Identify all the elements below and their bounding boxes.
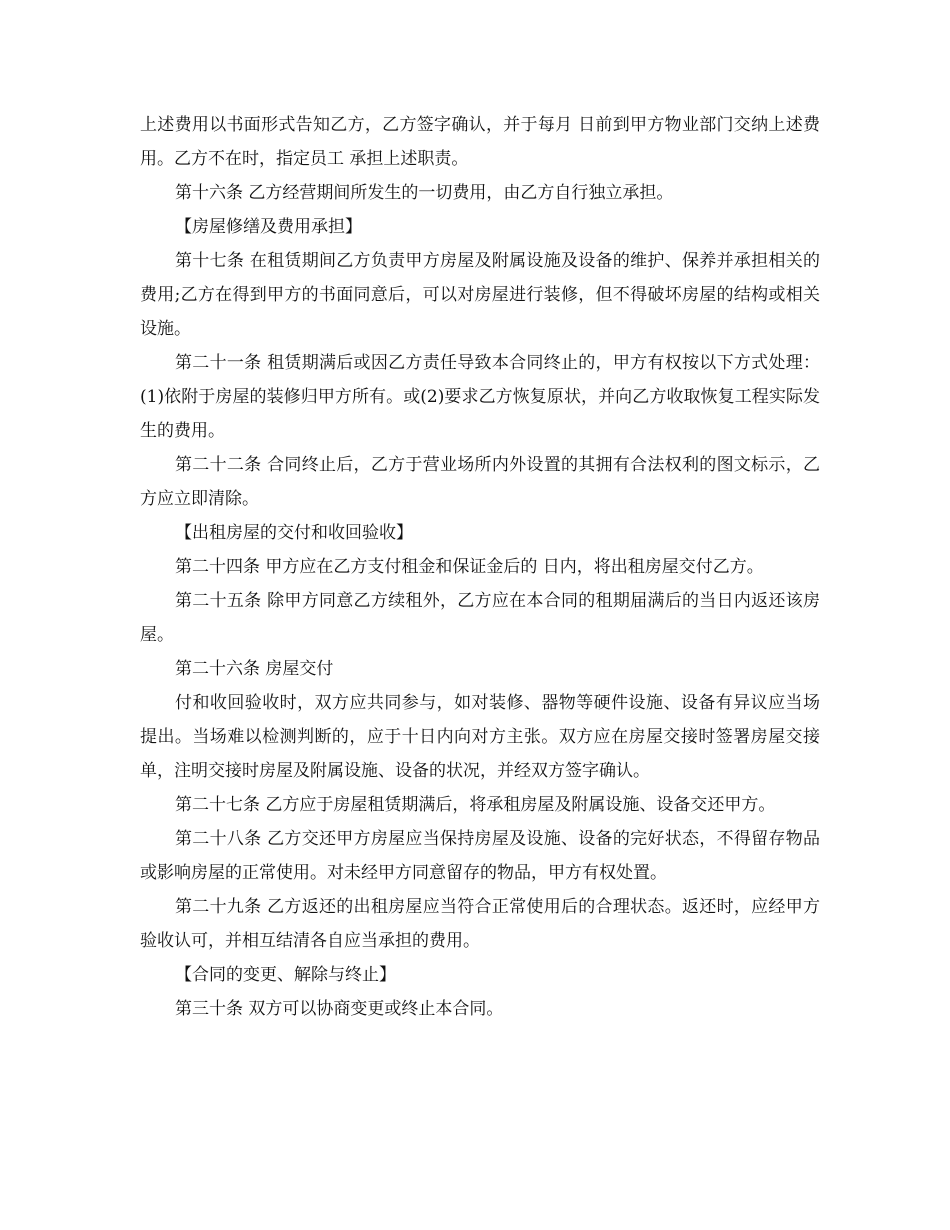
section-heading-termination: 【合同的变更、解除与终止】 [175,965,396,985]
section-heading-repair: 【房屋修缮及费用承担】 [175,217,362,237]
article-29: 第二十九条 乙方返还的出租房屋应当符合正常使用后的合理状态。返还时，应经甲方验收认可，并相互结清各自应当承担的费用。 [140,897,820,951]
article-28: 第二十八条 乙方交还甲方房屋应当保持房屋及设施、设备的完好状态，不得留存物品或影响房屋的正常使用。对未经甲方同意留存的物品，甲方有权处置。 [140,829,820,883]
article-25: 第二十五条 除甲方同意乙方续租外，乙方应在本合同的租期届满后的当日内返还该房屋。 [140,591,820,645]
article-16: 第十六条 乙方经营期间所发生的一切费用，由乙方自行独立承担。 [175,183,674,203]
article-27: 第二十七条 乙方应于房屋租赁期满后，将承租房屋及附属设施、设备交还甲方。 [175,795,776,815]
paragraph-handover: 付和收回验收时，双方应共同参与，如对装修、器物等硬件设施、设备有异议应当场提出。当场难以检测判断的，应于十日内向对方主张。双方应在房屋交接时签署房屋交接单，注明交接时房屋及附属设施、设备的状况，并经双方签字确认。 [140,693,820,781]
article-30: 第三十条 双方可以协商变更或终止本合同。 [175,999,504,1019]
article-17: 第十七条 在租赁期间乙方负责甲方房屋及附属设施及设备的维护、保养并承担相关的费用;乙方在得到甲方的书面同意后，可以对房屋进行装修，但不得破坏房屋的结构或相关设施。 [140,251,820,339]
article-24: 第二十四条 甲方应在乙方支付租金和保证金后的 日内，将出租房屋交付乙方。 [175,557,764,577]
article-21: 第二十一条 租赁期满后或因乙方责任导致本合同终止的，甲方有权按以下方式处理：(1)依附于房屋的装修归甲方所有。或(2)要求乙方恢复原状，并向乙方收取恢复工程实际发生的费用。 [140,353,820,441]
document-body [140,108,820,1026]
paragraph-fee-notice: 上述费用以书面形式告知乙方，乙方签字确认，并于每月 日前到甲方物业部门交纳上述费用。乙方不在时，指定员工 承担上述职责。 [140,115,820,169]
article-26: 第二十六条 房屋交付 [175,659,334,679]
section-heading-delivery: 【出租房屋的交付和收回验收】 [175,523,413,543]
article-22: 第二十二条 合同终止后，乙方于营业场所内外设置的其拥有合法权利的图文标示，乙方应立即清除。 [140,455,820,509]
